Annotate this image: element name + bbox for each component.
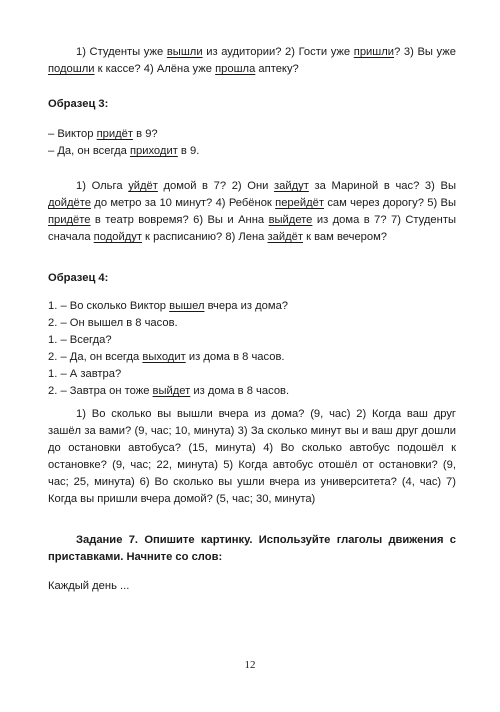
underlined-verb: вышли [166,46,203,58]
underlined-verb: придёт [96,128,134,140]
underlined-verb: придёте [48,214,91,226]
underlined-verb: перейдёт [275,197,324,209]
underlined-verb: уйдёт [128,180,158,192]
underlined-verb: подойдут [93,231,142,243]
dialogue-line: 1. – А завтра? [48,368,122,380]
underlined-verb: прошла [215,63,256,75]
dialogue-line: 2. – Да, он всегда выходит из дома в 8 часов. [48,351,285,363]
sample-4-heading: Образец 4: [48,272,109,284]
underlined-verb: выйдет [152,385,191,397]
exercise-paragraph-3: 1) Во сколько вы вышли вчера из дома? (9, час) 2) Когда ваш друг зашёл за вами? (9, час; 10, минута) 3) За сколько минут вы и ваш друг дошли до остановки автобуса? (15, минута) 4) Во сколько автобус подошёл к остановке? (9, час; 22, минута) 5) Когда автобус отошёл от остановки? (9, час; 25, минута) 6) Во сколько вы ушли вчера из университета? (4, час) 7) Когда вы пришли вчера домой? (5, час; 30, минута) [48,408,456,505]
dialogue-line: 1. – Во сколько Виктор вышел вчера из дома? [48,300,289,312]
underlined-verb: зайдут [274,180,309,192]
page-number: 12 [244,659,256,671]
exercise-paragraph-2: 1) Ольга уйдёт домой в 7? 2) Они зайдут за Мариной в час? 3) Вы дойдёте до метро за 10 минут? 4) Ребёнок перейдёт сам через дорогу? 5) Вы придёте в театр вовремя? 6) Вы и Анна выйдете из дома в 7? 7) Студенты сначала подойдут к расписанию? 8) Лена зайдёт к вам вечером? [48,180,456,243]
underlined-verb: выходит [142,351,186,363]
sample-3-heading: Образец 3: [48,98,109,110]
underlined-verb: выйдете [268,214,313,226]
exercise-paragraph-1: 1) Студенты уже вышли из аудитории? 2) Гости уже пришли? 3) Вы уже подошли к кассе? 4) Алёна уже прошла аптеку? [48,46,456,75]
underlined-verb: зайдёт [267,231,303,243]
sample-3-dialogue [48,126,456,160]
dialogue-line: – Да, он всегда приходит в 9. [48,145,200,157]
dialogue-line: – Виктор придёт в 9? [48,128,158,140]
sample-4-dialogue [48,298,456,400]
starting-phrase: Каждый день ... [48,580,130,592]
underlined-verb: пришли [353,46,395,58]
task-7: Задание 7. Опишите картинку. Используйте глаголы движения с приставками. Начните со слов: [48,534,456,563]
underlined-verb: вышел [169,300,205,312]
underlined-verb: приходит [129,145,178,157]
dialogue-line: 2. – Завтра он тоже выйдет из дома в 8 часов. [48,385,290,397]
underlined-verb: подошли [48,63,95,75]
dialogue-line: 2. – Он вышел в 8 часов. [48,317,178,329]
underlined-verb: дойдёте [48,197,91,209]
dialogue-line: 1. – Всегда? [48,334,112,346]
